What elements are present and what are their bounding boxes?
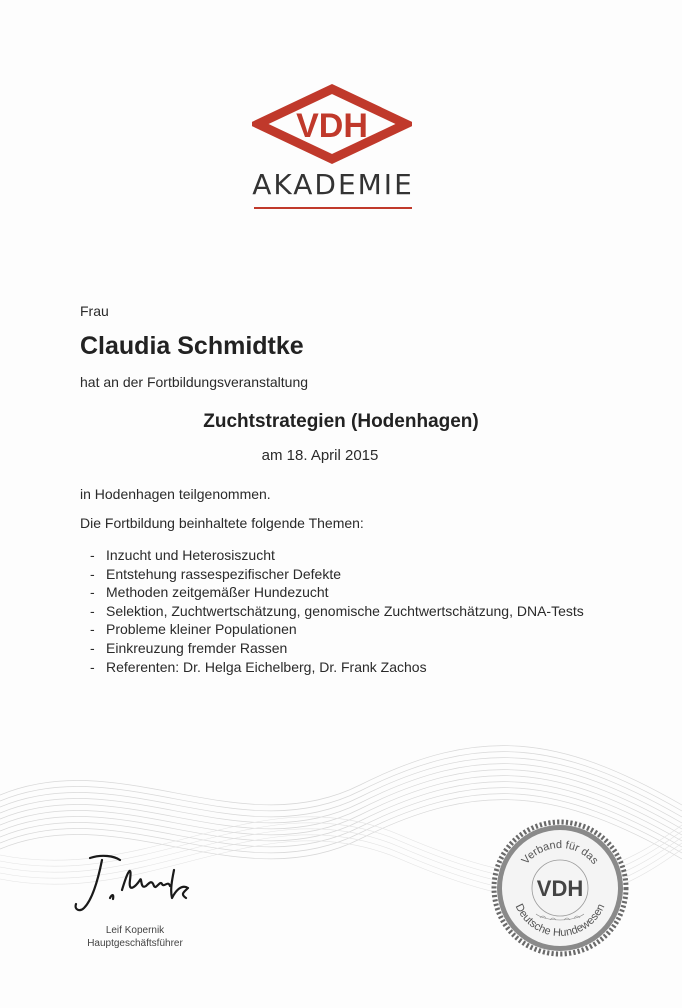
- topic-item: - Selektion, Zuchtwertschätzung, genomische Zuchtwertschätzung, DNA-Tests: [90, 602, 584, 619]
- topics-list: [90, 546, 610, 676]
- topic-item: - Inzucht und Heterosiszucht: [90, 547, 275, 563]
- logo-divider: [254, 207, 412, 209]
- topic-text: Selektion, Zuchtwertschätzung, genomische Zuchtwertschätzung, DNA-Tests: [106, 602, 584, 619]
- topic-item: - Einkreuzung fremder Rassen: [90, 639, 288, 656]
- seal-center-text: VDH: [536, 876, 584, 901]
- logo-brand-text: VDH: [296, 107, 368, 145]
- topics-intro: Die Fortbildung beinhaltete folgende Themen:: [80, 515, 364, 531]
- signer-title: Hauptgeschäftsführer: [87, 938, 183, 949]
- topic-text: Entstehung rassespezifischer Defekte: [106, 565, 342, 582]
- logo-subtitle: AKADEMIE: [252, 168, 414, 201]
- signer-name: Leif Kopernik: [105, 925, 165, 936]
- location-line: in Hodenhagen teilgenommen.: [80, 486, 271, 502]
- event-date: am 18. April 2015: [261, 447, 379, 464]
- topic-item: - Entstehung rassespezifischer Defekte: [90, 565, 342, 582]
- topic-item: - Methoden zeitgemäßer Hundezucht: [90, 584, 329, 601]
- topic-text: Methoden zeitgemäßer Hundezucht: [106, 584, 329, 601]
- seal-bottom-text: Deutsche Hundewesen: [512, 901, 608, 940]
- vdh-diamond-icon: [252, 83, 412, 165]
- seal-top-text: Verband für das: [519, 838, 601, 867]
- handwritten-signature: [62, 850, 202, 918]
- topic-text: Einkreuzung fremder Rassen: [106, 639, 288, 656]
- topic-text: Inzucht und Heterosiszucht: [106, 547, 275, 563]
- topic-text: Referenten: Dr. Helga Eichelberg, Dr. Frank Zachos: [106, 658, 427, 675]
- topic-item: - Probleme kleiner Populationen: [90, 621, 297, 638]
- recipient-name: Claudia Schmidtke: [80, 332, 304, 360]
- event-title: Zuchtstrategien (Hodenhagen): [203, 411, 479, 432]
- participation-line: hat an der Fortbildungsveranstaltung: [80, 374, 309, 390]
- salutation: Frau: [80, 303, 109, 319]
- topic-text: Probleme kleiner Populationen: [106, 621, 297, 638]
- topic-item: - Referenten: Dr. Helga Eichelberg, Dr. Frank Zachos: [90, 658, 427, 675]
- vdh-seal: [490, 818, 630, 958]
- vdh-logo: [252, 83, 412, 165]
